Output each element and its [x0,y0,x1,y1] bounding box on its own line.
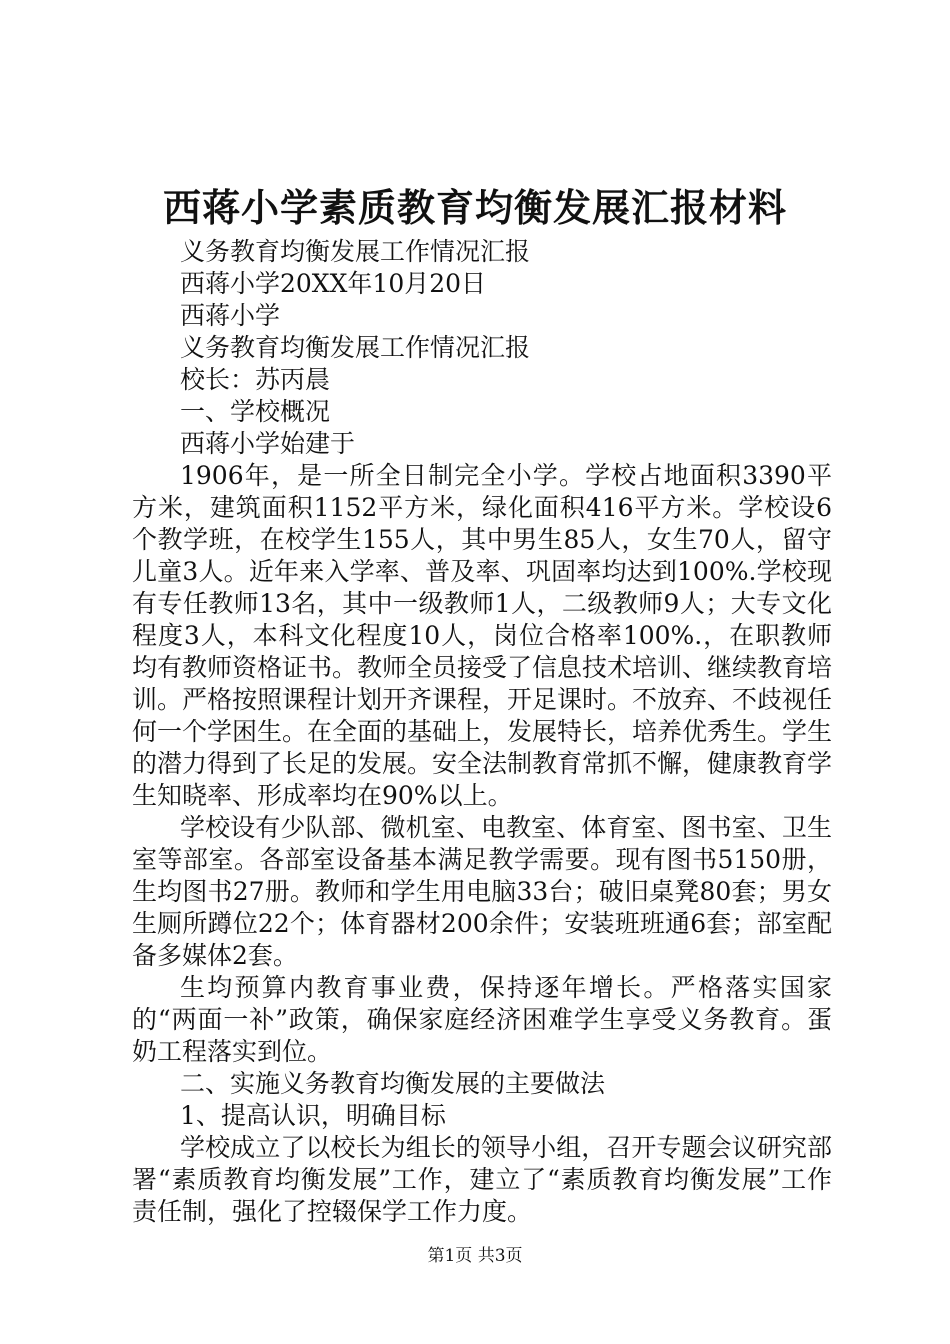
page-number: 第1页 共3页 [427,1246,523,1266]
subsection-heading: 1、提高认识，明确目标 [180,1101,446,1130]
paragraph-leadership: 学校成立了以校长为组长的领导小组，召开专题会议研究部署“素质教育均衡发展”工作，建立了“素质教育均衡发展”工作责任制，强化了控辍保学工作力度。 [132,1133,832,1226]
text-line: 义务教育均衡发展工作情况汇报 [180,237,531,266]
section-heading: 一、学校概况 [180,397,331,426]
document-body [132,236,832,1228]
text-line: 西蒋小学 [180,301,281,330]
text-line: 校长：苏丙晨 [180,365,331,394]
section-heading: 二、实施义务教育均衡发展的主要做法 [180,1069,606,1098]
document-title: 西蒋小学素质教育均衡发展汇报材料 [162,185,787,230]
paragraph-funding: 生均预算内教育事业费，保持逐年增长。严格落实国家的“两面一补”政策，确保家庭经济困难学生享受义务教育。蛋奶工程落实到位。 [132,973,832,1066]
text-line: 西蒋小学始建于 [180,429,356,458]
paragraph-overview: 1906年，是一所全日制完全小学。学校占地面积3390平方米，建筑面积1152平方米，绿化面积416平方米。学校设6个教学班，在校学生155人，其中男生85人，女生70人，留守儿童3人。近年来入学率、普及率、巩固率均达到100%.学校现有专任教师13名，其中一级教师1人，二级教师9人；大专文化程度3人，本科文化程度10人，岗位合格率100%.，在职教师均有教师资格证书。教师全员接受了信息技术培训、继续教育培训。严格按照课程计划开齐课程，开足课时。不放弃、不歧视任何一个学困生。在全面的基础上，发展特长，培养优秀生。学生的潜力得到了长足的发展。安全法制教育常抓不懈，健康教育学生知晓率、形成率均在90%以上。 [132,461,833,810]
text-line: 西蒋小学20XX年10月20日 [180,269,487,298]
paragraph-facilities: 学校设有少队部、微机室、电教室、体育室、图书室、卫生室等部室。各部室设备基本满足教学需要。现有图书5150册，生均图书27册。教师和学生用电脑33台；破旧桌凳80套；男女生厕所蹲位22个；体育器材200余件；安装班班通6套；部室配备多媒体2套。 [132,813,832,970]
text-line: 义务教育均衡发展工作情况汇报 [180,333,531,362]
